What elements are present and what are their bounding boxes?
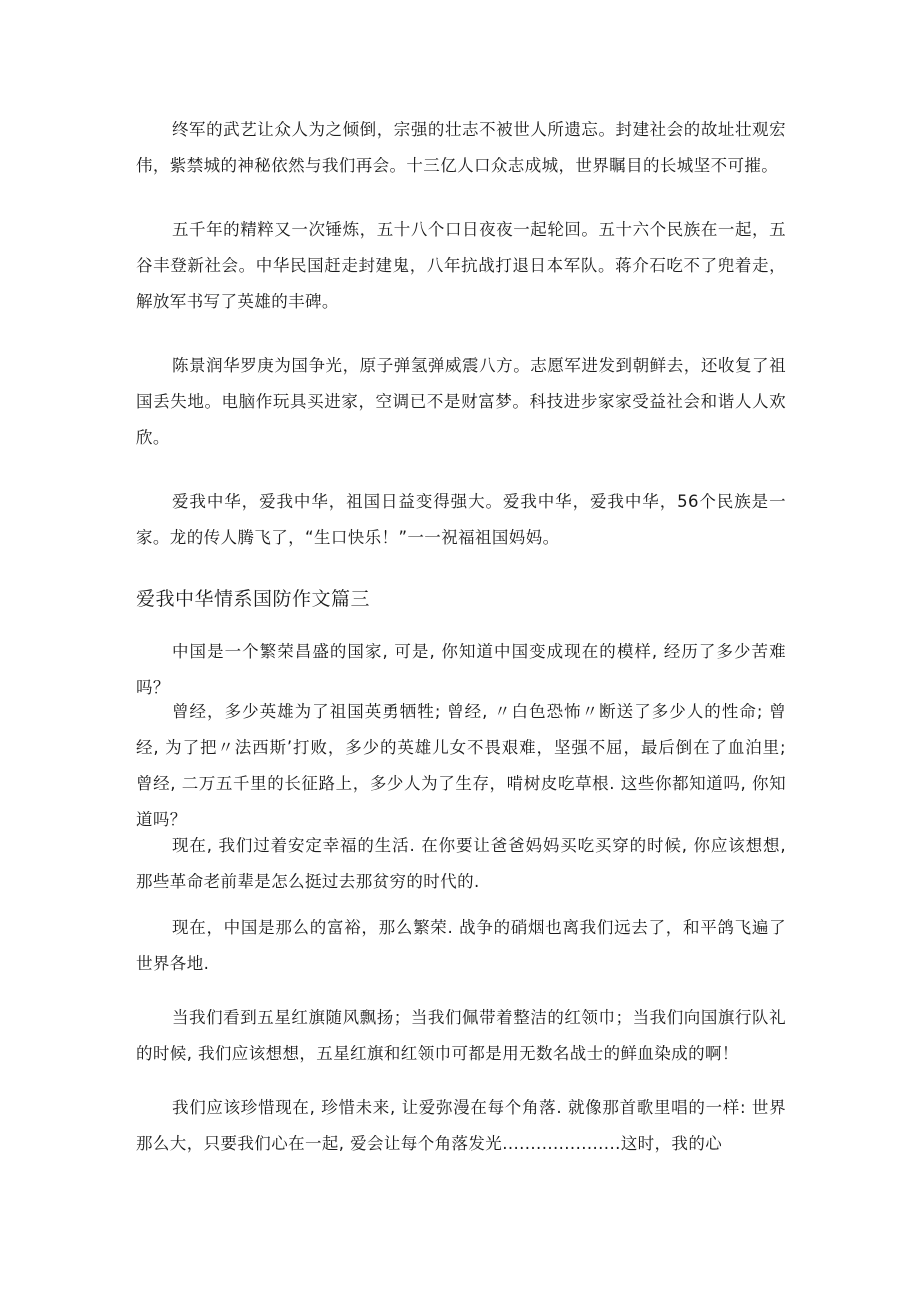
- paragraph: 中国是一个繁荣昌盛的国家, 可是, 你知道中国变成现在的模样, 经历了多少苦难吗？: [136, 642, 786, 697]
- paragraph: 爱我中华，爱我中华，祖国日益变得强大。爱我中华，爱我中华，56个民族是一家。龙的传人腾飞了，“生口快乐！”一一祝福祖国妈妈。: [136, 492, 786, 547]
- section-heading: 爱我中华情系国防作文篇三: [136, 588, 371, 610]
- paragraph: 现在, 我们过着安定幸福的生活. 在你要让爸爸妈妈买吃买穿的时候, 你应该想想, 那些革命老前辈是怎么挺过去那贫穷的时代的.: [136, 836, 786, 891]
- paragraph: 陈景润华罗庚为国争光，原子弹氢弹威震八方。志愿军进发到朝鲜去，还收复了祖国丢失地。电脑作玩具买进家，空调已不是财富梦。科技进步家家受益社会和谐人人欢欣。: [136, 356, 786, 447]
- paragraph: 现在，中国是那么的富裕，那么繁荣. 战争的硝烟也离我们远去了，和平鸽飞遍了世界各地.: [136, 918, 786, 973]
- paragraph: 终军的武艺让众人为之倾倒，宗强的壮志不被世人所遗忘。封建社会的故址壮观宏伟，紫禁城的神秘依然与我们再会。十三亿人口众志成城，世界瞩目的长城坚不可摧。: [136, 120, 786, 175]
- paragraph: 曾经，多少英雄为了祖国英勇牺牲; 曾经, 〃白色恐怖〃断送了多少人的性命; 曾经, 为了把〃法西斯’打败，多少的英雄儿女不畏艰难，坚强不屈，最后倒在了血泊里; 曾经, 二万五千里的长征路上，多少人为了生存，啃树皮吃草根. 这些你都知道吗, 你知道吗？: [136, 702, 786, 829]
- paragraph: 五千年的精粹又一次锤炼，五十八个口日夜夜一起轮回。五十六个民族在一起，五谷丰登新社会。中华民国赶走封建鬼，八年抗战打退日本军队。蒋介石吃不了兜着走，解放军书写了英雄的丰碑。: [136, 220, 786, 311]
- paragraph: 我们应该珍惜现在, 珍惜未来, 让爱弥漫在每个角落. 就像那首歌里唱的一样: 世界那么大，只要我们心在一起, 爱会让每个角落发光.....................这时，我的心: [136, 1098, 786, 1153]
- paragraph: 当我们看到五星红旗随风飘扬；当我们佩带着整洁的红领巾；当我们向国旗行队礼的时候, 我们应该想想，五星红旗和红领巾可都是用无数名战士的鲜血染成的啊！: [136, 1008, 786, 1063]
